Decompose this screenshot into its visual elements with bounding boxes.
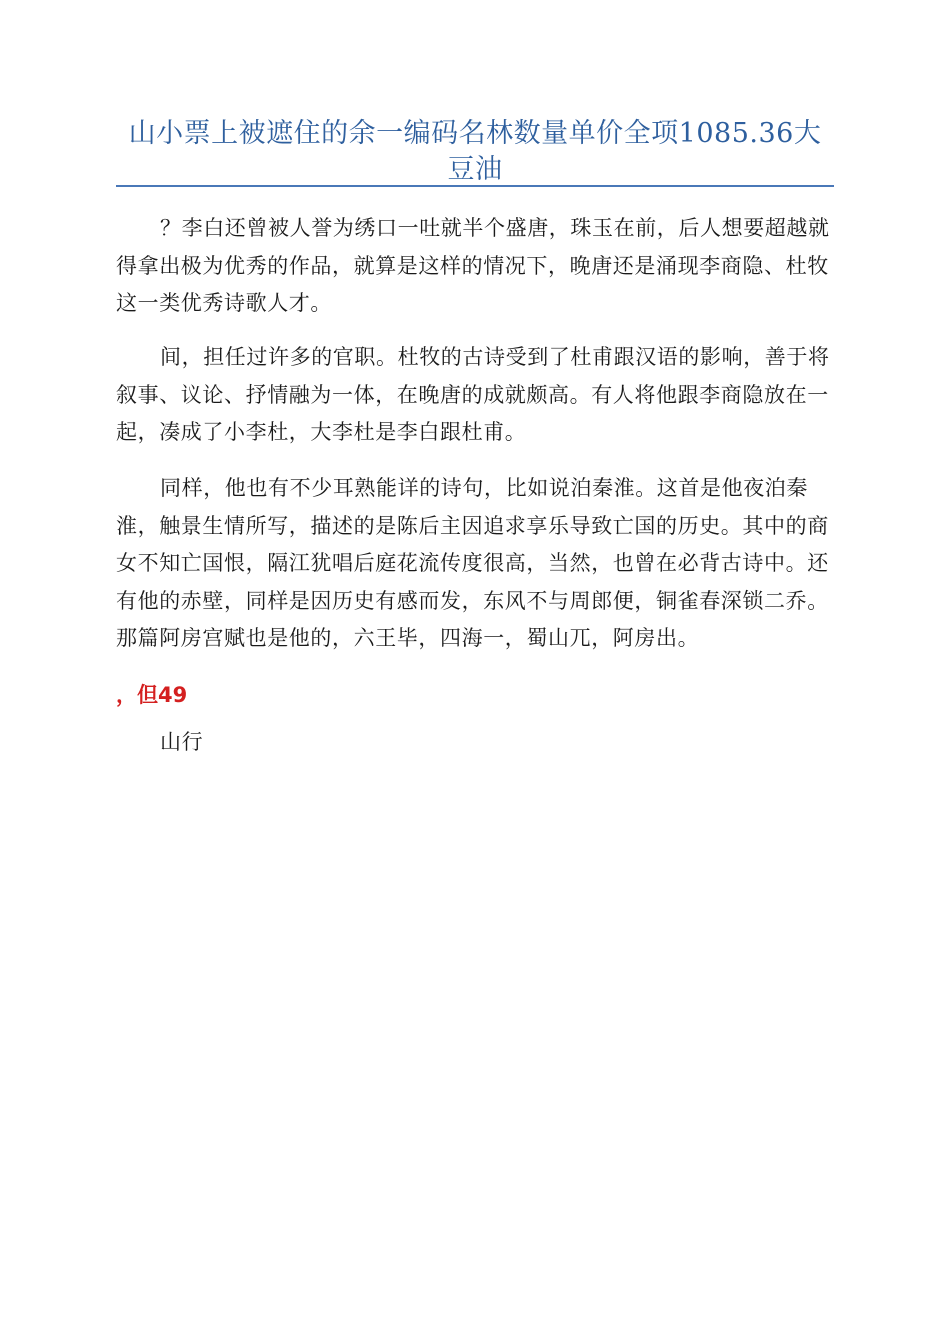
- red-note: ，但49: [116, 683, 188, 707]
- paragraph-1: ？李白还曾被人誉为绣口一吐就半个盛唐，珠玉在前，后人想要超越就得拿出极为优秀的作品，就算是这样的情况下，晚唐还是涌现李商隐、杜牧这一类优秀诗歌人才。: [116, 216, 830, 315]
- paragraph-2: 间，担任过许多的官职。杜牧的古诗受到了杜甫跟汉语的影响，善于将叙事、议论、抒情融为一体，在晚唐的成就颇高。有人将他跟李商隐放在一起，凑成了小李杜，大李杜是李白跟杜甫。: [116, 345, 830, 444]
- title-underline: [116, 185, 834, 187]
- final-line: 山行: [160, 730, 204, 754]
- paragraph-3: 同样，他也有不少耳熟能详的诗句，比如说泊秦淮。这首是他夜泊秦淮，触景生情所写，描述的是陈后主因追求享乐导致亡国的历史。其中的商女不知亡国恨，隔江犹唱后庭花流传度很高，当然，也曾在必背古诗中。还有他的赤壁，同样是因历史有感而发，东风不与周郎便，铜雀春深锁二乔。那篇阿房宫赋也是他的，六王毕，四海一，蜀山兀，阿房出。: [116, 476, 829, 650]
- page-title: 山小票上被遮住的余一编码名林数量单价全项1085.36大豆油: [128, 118, 822, 185]
